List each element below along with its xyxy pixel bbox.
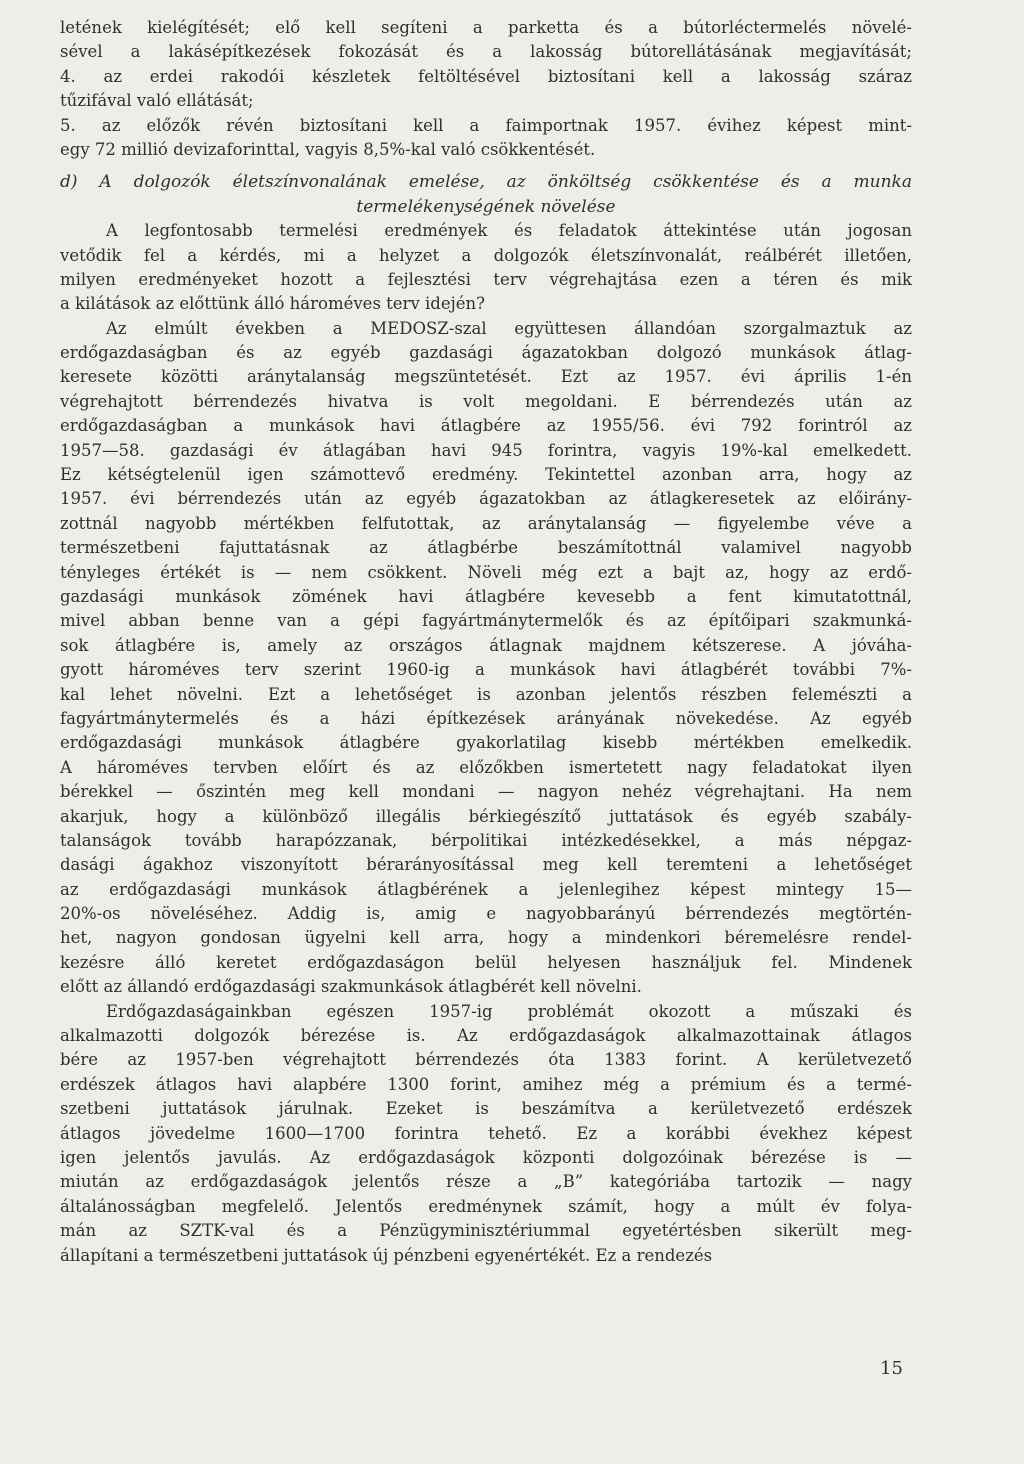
text-line: az erdőgazdasági munkások átlagbérének a jelenlegihez képest mintegy 15— <box>60 879 912 899</box>
text-line: előtt az állandó erdőgazdasági szakmunkások átlagbérét kell növelni. <box>60 977 642 997</box>
text-line: a kilátások az előttünk álló hároméves terv idején? <box>60 294 485 314</box>
text-line: kezésre álló keretet erdőgazdaságon belül helyesen használjuk fel. Mindenek <box>60 952 912 972</box>
text-line: 1957—58. gazdasági év átlagában havi 945 forintra, vagyis 19%-kal emelkedett. <box>60 440 912 460</box>
text-line: 5. az előzők révén biztosítani kell a faimportnak 1957. évihez képest mint- <box>60 115 912 135</box>
text-line: állapítani a természetbeni juttatások új pénzbeni egyenértékét. Ez a rendezés <box>60 1245 713 1265</box>
text-line: kal lehet növelni. Ezt a lehetőséget is azonban jelentős részben felemészti a <box>60 684 912 704</box>
text-line: talanságok tovább harapózzanak, bérpolitikai intézkedésekkel, a más népgaz- <box>60 830 912 850</box>
text-line: Az elmúlt években a MEDOSZ-szal együttesen állandóan szorgalmaztuk az <box>106 318 912 338</box>
section-heading: d) A dolgozók életszínvonalának emelése, az önköltség csökkentése és a munka <box>60 172 912 193</box>
text-line: gyott hároméves terv szerint 1960-ig a munkások havi átlagbérét további 7%- <box>60 660 912 680</box>
text-line: gazdasági munkások zömének havi átlagbére kevesebb a fent kimutatottnál, <box>60 586 912 606</box>
text-line: erdészek átlagos havi alapbére 1300 forint, amihez még a prémium és a termé- <box>60 1074 912 1094</box>
text-line: általánosságban megfelelő. Jelentős eredménynek számít, hogy a múlt év folya- <box>60 1196 912 1216</box>
text-line: mivel abban benne van a gépi fagyártmánytermelők és az építőipari szakmunká- <box>60 611 912 631</box>
text-line: zottnál nagyobb mértékben felfutottak, az aránytalanság — figyelembe véve a <box>60 513 912 533</box>
text-line: keresete közötti aránytalanság megszüntetését. Ezt az 1957. évi április 1-én <box>60 367 912 387</box>
text-line: tényleges értékét is — nem csökkent. Növeli még ezt a bajt az, hogy az erdő- <box>60 562 912 582</box>
text-line: akarjuk, hogy a különböző illegális bérkiegészítő juttatások és egyéb szabály- <box>60 806 912 826</box>
text-line: átlagos jövedelme 1600—1700 forintra tehető. Ez a korábbi évekhez képest <box>60 1123 912 1143</box>
text-line: het, nagyon gondosan ügyelni kell arra, hogy a mindenkori béremelésre rendel- <box>60 928 912 948</box>
text-line: egy 72 millió devizaforinttal, vagyis 8,5%-kal való csökkentését. <box>60 139 596 159</box>
text-line: sok átlagbére is, amely az országos átlagnak majdnem kétszerese. A jóváha- <box>60 635 912 655</box>
text-line: erdőgazdaságban és az egyéb gazdasági ágazatokban dolgozó munkások átlag- <box>60 343 912 363</box>
text-line: letének kielégítését; elő kell segíteni a parketta és a bútorléctermelés növelé- <box>60 18 912 37</box>
text-line: erdőgazdaságban a munkások havi átlagbére az 1955/56. évi 792 forintról az <box>60 416 912 436</box>
text-line: dasági ágakhoz viszonyított bérarányosítással meg kell teremteni a lehetőséget <box>60 855 912 875</box>
text-line: miután az erdőgazdaságok jelentős része a „B” kategóriába tartozik — nagy <box>60 1172 912 1192</box>
text-line: milyen eredményeket hozott a fejlesztési terv végrehajtása ezen a téren és mik <box>60 269 912 289</box>
text-line: 20%-os növeléséhez. Addig is, amig e nagyobbarányú bérrendezés megtörtén- <box>60 904 912 924</box>
body-text <box>60 16 912 1268</box>
text-line: 1957. évi bérrendezés után az egyéb ágazatokban az átlagkeresetek az előirány- <box>60 489 912 509</box>
text-line: végrehajtott bérrendezés hivatva is volt megoldani. E bérrendezés után az <box>60 391 912 411</box>
text-line: mán az SZTK-val és a Pénzügyminisztériummal egyetértésben sikerült meg- <box>60 1221 912 1241</box>
text-line: A legfontosabb termelési eredmények és feladatok áttekintése után jogosan <box>106 221 912 241</box>
text-line: fagyártmánytermelés és a házi építkezések arányának növekedése. Az egyéb <box>60 708 912 728</box>
text-line: Erdőgazdaságainkban egészen 1957-ig problémát okozott a műszaki és <box>106 1001 912 1021</box>
text-line: tűzifával való ellátását; <box>60 91 254 111</box>
page-number: 15 <box>880 1358 903 1379</box>
text-line: Ez kétségtelenül igen számottevő eredmény. Tekintettel azonban arra, hogy az <box>60 465 912 485</box>
text-line: A hároméves tervben előírt és az előzőkben ismertetett nagy feladatokat ilyen <box>60 757 912 777</box>
text-line: alkalmazotti dolgozók bérezése is. Az erdőgazdaságok alkalmazottainak átlagos <box>60 1026 912 1046</box>
text-line: igen jelentős javulás. Az erdőgazdaságok központi dolgozóinak bérezése is — <box>60 1147 912 1167</box>
text-line: vetődik fel a kérdés, mi a helyzet a dolgozók életszínvonalát, reálbérét illetően, <box>60 245 912 265</box>
section-heading-cont: termelékenységének növelése <box>356 196 616 217</box>
text-line: erdőgazdasági munkások átlagbére gyakorlatilag kisebb mértékben emelkedik. <box>60 733 912 753</box>
text-line: 4. az erdei rakodói készletek feltöltésével biztosítani kell a lakosság száraz <box>60 66 912 86</box>
text-line: bére az 1957-ben végrehajtott bérrendezés óta 1383 forint. A kerületvezető <box>60 1050 912 1070</box>
text-line: sével a lakásépítkezések fokozását és a lakosság bútorellátásának megjavítását; <box>60 42 912 62</box>
text-line: szetbeni juttatások járulnak. Ezeket is beszámítva a kerületvezető erdészek <box>60 1099 912 1119</box>
text-line: természetbeni fajuttatásnak az átlagbérbe beszámítottnál valamivel nagyobb <box>60 538 912 558</box>
text-line: bérekkel — őszintén meg kell mondani — nagyon nehéz végrehajtani. Ha nem <box>60 782 912 802</box>
